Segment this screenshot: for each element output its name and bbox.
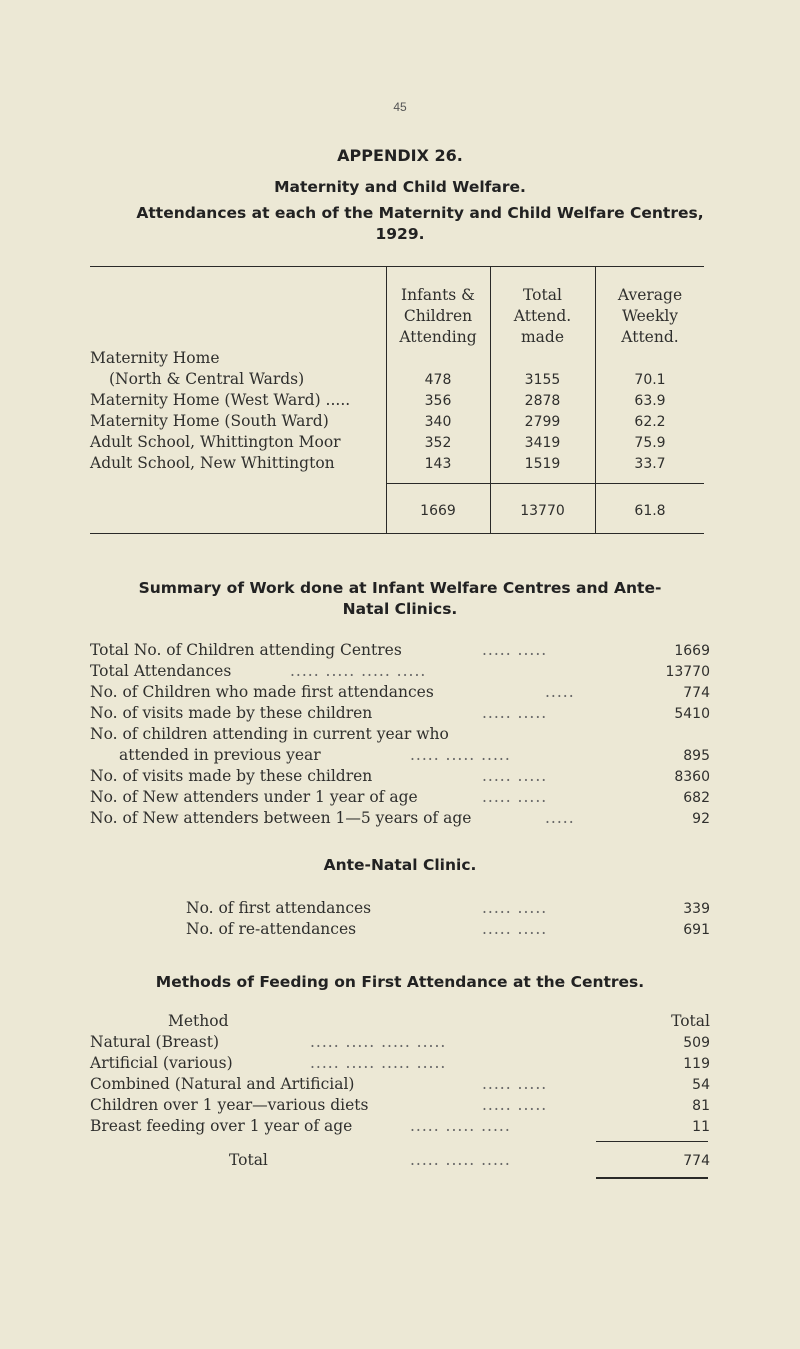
leader-dots: ..... ..... ..... .....: [290, 662, 427, 680]
leader-dots: ..... .....: [482, 899, 548, 917]
feeding-total-rule: [596, 1141, 708, 1142]
total-average: 61.8: [634, 503, 666, 519]
summary-value: 8360: [674, 769, 710, 785]
feeding-double-rule: [596, 1177, 708, 1179]
ante-natal-value: 691: [683, 922, 710, 938]
leader-dots: ..... ..... .....: [410, 746, 511, 764]
col-children-line3: Attending: [399, 328, 477, 346]
cell-total: 1519: [524, 456, 561, 472]
summary-value: 92: [692, 811, 710, 827]
leader-dots: .....: [545, 809, 575, 827]
summary-value: 5410: [674, 706, 710, 722]
feeding-label: Combined (Natural and Artificial): [90, 1075, 355, 1093]
summary-title-line2: Natal Clinics.: [342, 600, 458, 618]
summary-value: 774: [683, 685, 710, 701]
row-label: Maternity Home (West Ward) .....: [90, 391, 351, 409]
leader-dots: ..... .....: [482, 788, 548, 806]
ante-natal-title: Ante-Natal Clinic.: [323, 856, 477, 874]
row-label: Adult School, Whittington Moor: [90, 433, 341, 451]
row-label-first-line: Maternity Home: [90, 349, 220, 367]
col-total-line2: Attend.: [513, 307, 572, 325]
page-number: 45: [393, 100, 407, 114]
summary-label: No. of New attenders under 1 year of age: [90, 788, 418, 806]
summary-value: 13770: [665, 664, 710, 680]
feeding-total-label: Total: [229, 1151, 268, 1169]
leader-dots: ..... ..... ..... .....: [310, 1054, 447, 1072]
col-children-line2: Children: [403, 307, 473, 325]
ante-natal-label: No. of first attendances: [186, 899, 372, 917]
total-attendances: 13770: [520, 503, 565, 519]
summary-label: attended in previous year: [119, 746, 321, 764]
row-label: Maternity Home (South Ward): [90, 412, 329, 430]
summary-label: Total No. of Children attending Centres: [90, 641, 402, 659]
leader-dots: ..... ..... ..... .....: [310, 1033, 447, 1051]
feeding-value: 509: [683, 1035, 710, 1051]
summary-label: No. of New attenders between 1—5 years of age: [90, 809, 472, 827]
cell-total: 3155: [524, 372, 561, 388]
leader-dots: ..... .....: [482, 641, 548, 659]
leader-dots: ..... .....: [482, 920, 548, 938]
summary-value: 1669: [674, 643, 710, 659]
cell-children: 143: [424, 456, 452, 472]
cell-children: 356: [424, 393, 452, 409]
section-subtitle: Maternity and Child Welfare.: [274, 178, 526, 196]
leader-dots: ..... .....: [482, 767, 548, 785]
cell-average: 33.7: [634, 456, 666, 472]
col-average-line2: Weekly: [621, 307, 679, 325]
cell-average: 62.2: [634, 414, 666, 430]
col-average-line1: Average: [617, 286, 683, 304]
summary-label: No. of visits made by these children: [90, 704, 373, 722]
appendix-title: APPENDIX 26.: [337, 146, 463, 165]
feeding-col-method: Method: [168, 1012, 229, 1030]
summary-value: 682: [683, 790, 710, 806]
feeding-label: Artificial (various): [90, 1054, 233, 1072]
col-total-line1: Total: [523, 286, 562, 304]
summary-label: Total Attendances: [90, 662, 232, 680]
col-average-line3: Attend.: [621, 328, 679, 346]
table-top-rule: [90, 266, 704, 267]
feeding-label: Children over 1 year—various diets: [90, 1096, 369, 1114]
table-bottom-rule: [90, 533, 704, 534]
cell-total: 2878: [524, 393, 561, 409]
leader-dots: ..... .....: [482, 1075, 548, 1093]
cell-children: 352: [424, 435, 452, 451]
cell-total: 2799: [524, 414, 561, 430]
cell-children: 478: [424, 372, 452, 388]
table-title-line1: Attendances at each of the Maternity and Child Welfare Centres,: [136, 204, 704, 222]
col-children-line1: Infants &: [401, 286, 475, 304]
summary-label: No. of children attending in current year who: [90, 725, 449, 743]
leader-dots: .....: [545, 683, 575, 701]
feeding-value: 119: [683, 1056, 710, 1072]
row-label: (North & Central Wards): [109, 370, 305, 388]
leader-dots: ..... .....: [482, 1096, 548, 1114]
leader-dots: ..... .....: [482, 704, 548, 722]
feeding-title: Methods of Feeding on First Attendance at the Centres.: [155, 973, 645, 991]
total-children: 1669: [420, 503, 456, 519]
feeding-value: 11: [692, 1119, 710, 1135]
cell-average: 70.1: [634, 372, 666, 388]
feeding-label: Natural (Breast): [90, 1033, 220, 1051]
summary-label: No. of visits made by these children: [90, 767, 373, 785]
col-total-line3: made: [520, 328, 565, 346]
ante-natal-label: No. of re-attendances: [186, 920, 357, 938]
table-title-line2: 1929.: [375, 225, 425, 243]
cell-total: 3419: [524, 435, 561, 451]
summary-value: 895: [683, 748, 710, 764]
ante-natal-value: 339: [683, 901, 710, 917]
feeding-total-value: 774: [683, 1153, 710, 1169]
summary-label: No. of Children who made first attendances: [90, 683, 434, 701]
totals-rule: [386, 483, 704, 484]
leader-dots: ..... ..... .....: [410, 1151, 511, 1169]
feeding-label: Breast feeding over 1 year of age: [90, 1117, 353, 1135]
leader-dots: ..... ..... .....: [410, 1117, 511, 1135]
cell-average: 63.9: [634, 393, 666, 409]
cell-average: 75.9: [634, 435, 666, 451]
feeding-value: 54: [692, 1077, 710, 1093]
row-label: Adult School, New Whittington: [90, 454, 335, 472]
feeding-value: 81: [692, 1098, 710, 1114]
cell-children: 340: [424, 414, 452, 430]
feeding-col-total: Total: [671, 1012, 710, 1030]
summary-title-line1: Summary of Work done at Infant Welfare Centres and Ante-: [138, 579, 662, 597]
